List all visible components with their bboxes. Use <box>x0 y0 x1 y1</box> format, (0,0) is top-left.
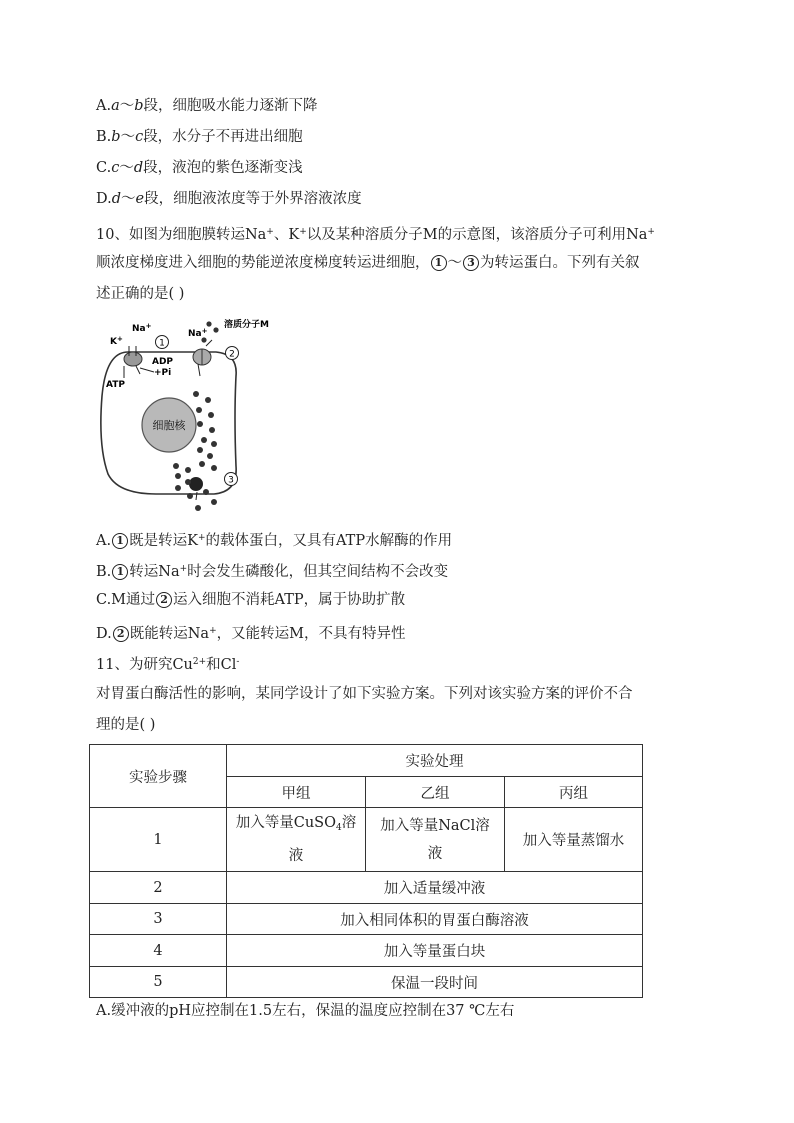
cell-text: 加入等量CuSO <box>235 815 337 831</box>
option-text: 既能转运Na <box>129 626 210 642</box>
stem-text: 对胃蛋白酶活性的影响，某同学设计了如下实验方案。下列对该实验方案的评价不合 <box>96 686 633 702</box>
option-var: b <box>111 129 121 145</box>
table-cell <box>227 808 366 872</box>
adp-label: ADP <box>152 357 174 367</box>
q11-stem-line1 <box>96 652 239 675</box>
transporter-3 <box>189 477 203 491</box>
atp-label: ATP <box>106 380 126 390</box>
subscript: 4 <box>336 823 342 833</box>
superscript: + <box>197 533 206 543</box>
solute-label: 溶质分子M <box>224 320 269 330</box>
stem-text: 述正确的是( ) <box>96 286 185 302</box>
stem-text: 理的是( ) <box>96 717 156 733</box>
superscript: + <box>266 227 274 237</box>
table-row <box>90 904 643 935</box>
circled-number: 1 <box>112 533 128 549</box>
option-text: 既是转运K <box>129 533 198 549</box>
na-label-2: Na+ <box>188 327 208 339</box>
option-text: 转运Na <box>129 564 180 580</box>
option-text: A.缓冲液的pH应控制在1.5左右，保温的温度应控制在37 ℃左右 <box>96 1003 515 1019</box>
pi-label: +Pi <box>154 368 172 378</box>
option-var: a <box>111 98 120 114</box>
stem-text: 顺浓度梯度进入细胞的势能逆浓度梯度转运进细胞， <box>96 255 430 271</box>
option-b-q9 <box>96 127 303 147</box>
option-d-q9 <box>96 189 362 209</box>
table-cell: 加入适量缓冲液 <box>227 872 643 904</box>
option-text: 的载体蛋白，又具有ATP水解酶的作用 <box>205 533 453 549</box>
diagram-circ-1: 1 <box>159 338 165 349</box>
circled-number: 2 <box>113 626 129 642</box>
option-a-q11 <box>96 1001 514 1021</box>
option-sep: ～ <box>119 160 134 176</box>
superscript: + <box>179 564 188 574</box>
option-c-q9 <box>96 158 303 178</box>
option-var: d <box>133 160 144 176</box>
cell-text: 液 <box>427 845 443 862</box>
step-cell: 2 <box>90 872 227 904</box>
step-cell: 3 <box>90 904 227 935</box>
superscript: + <box>647 227 655 237</box>
superscript: 2+ <box>192 657 207 667</box>
option-b-q10 <box>96 559 448 582</box>
table-row <box>90 872 643 904</box>
stem-text: 、K <box>273 227 300 243</box>
option-a-q9 <box>96 96 318 116</box>
diagram-circ-3: 3 <box>228 475 234 486</box>
circled-number: 1 <box>112 564 128 580</box>
group-header: 乙组 <box>366 777 505 808</box>
step-cell: 1 <box>90 808 227 872</box>
table-row <box>90 967 643 998</box>
diagram-circ-2: 2 <box>229 349 235 360</box>
option-var: e <box>135 191 145 207</box>
option-var: c <box>135 129 144 145</box>
option-sep: ～ <box>120 129 136 145</box>
option-var: d <box>111 191 122 207</box>
table-cell: 加入等量蛋白块 <box>227 935 643 967</box>
stem-text: 10、如图为细胞膜转运Na <box>96 227 267 243</box>
option-prefix: B. <box>96 129 112 145</box>
table-row <box>90 808 643 872</box>
option-sep: ～ <box>121 191 136 207</box>
option-prefix: D. <box>96 626 112 642</box>
step-cell: 4 <box>90 935 227 967</box>
table-cell: 加入等量蒸馏水 <box>505 808 643 872</box>
circled-number: 2 <box>156 592 172 608</box>
option-prefix: C.M通过 <box>96 592 156 608</box>
option-prefix: B. <box>96 564 112 580</box>
group-header: 丙组 <box>505 777 643 808</box>
option-d-q10 <box>96 621 405 644</box>
option-sep: ～ <box>119 98 135 114</box>
step-cell: 5 <box>90 967 227 998</box>
na-label-1: Na+ <box>132 322 152 334</box>
option-prefix: D. <box>96 191 112 207</box>
table-cell: 保温一段时间 <box>227 967 643 998</box>
option-c-q10 <box>96 590 405 610</box>
option-prefix: C. <box>96 160 112 176</box>
k-label: K+ <box>110 335 123 347</box>
q10-stem-line2 <box>96 253 640 273</box>
superscript: - <box>236 657 240 667</box>
table-cell <box>366 808 505 872</box>
q10-stem-line1 <box>96 222 655 245</box>
option-text: 段，水分子不再进出细胞 <box>143 129 303 145</box>
cell-text: 加入等量NaCl溶 <box>380 817 490 834</box>
option-text: 时会发生磷酸化，但其空间结构不会改变 <box>187 564 449 580</box>
option-text: 运入细胞不消耗ATP，属于协助扩散 <box>173 592 406 608</box>
superscript: + <box>299 227 307 237</box>
option-var: b <box>134 98 144 114</box>
stem-text: 为转运蛋白。下列有关叙 <box>480 255 640 271</box>
step-header: 实验步骤 <box>90 745 227 808</box>
q11-stem-line2 <box>96 684 633 704</box>
option-var: c <box>111 160 120 176</box>
cell-text: 溶 <box>341 815 357 831</box>
table-row <box>90 745 643 777</box>
table-row <box>90 935 643 967</box>
option-text: 段，细胞液浓度等于外界溶液浓度 <box>144 191 362 207</box>
circled-number: 3 <box>463 255 479 271</box>
nucleus-label: 细胞核 <box>152 419 186 432</box>
treatment-header: 实验处理 <box>227 745 643 777</box>
circled-number: 1 <box>431 255 447 271</box>
q10-stem-line3 <box>96 284 184 304</box>
group-header: 甲组 <box>227 777 366 808</box>
stem-text: 11、为研究Cu <box>96 657 193 673</box>
table-cell: 加入相同体积的胃蛋白酶溶液 <box>227 904 643 935</box>
option-text: 段，细胞吸水能力逐渐下降 <box>143 98 318 114</box>
option-prefix: A. <box>96 533 112 549</box>
experiment-table <box>89 744 643 998</box>
stem-text: ～ <box>447 255 462 271</box>
superscript: + <box>209 626 217 636</box>
cell-text: 液 <box>288 848 304 864</box>
option-text: ，又能转运M，不具有特异性 <box>216 626 406 642</box>
option-text: 段，液泡的紫色逐渐变浅 <box>143 160 303 176</box>
option-prefix: A. <box>96 98 112 114</box>
option-a-q10 <box>96 528 452 551</box>
q11-stem-line3 <box>96 715 155 735</box>
transporter-1 <box>124 352 142 366</box>
stem-text: 以及某种溶质分子M的示意图，该溶质分子可利用Na <box>306 227 648 243</box>
cell-membrane-diagram <box>96 316 269 512</box>
stem-text: 和Cl <box>206 657 237 673</box>
